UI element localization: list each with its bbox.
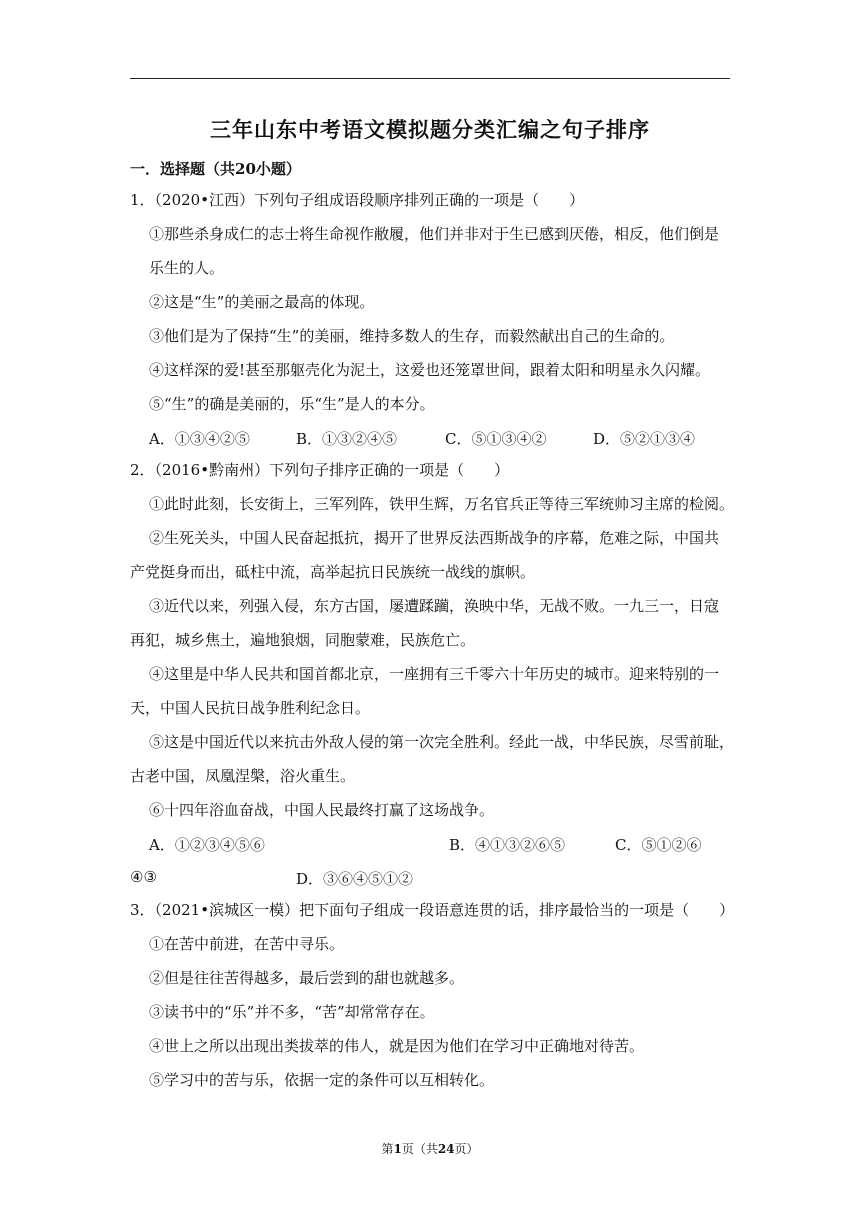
page-number: 1	[393, 1142, 402, 1156]
sentence-line: ②但是往往苦得越多，最后尝到的甜也就越多。	[149, 969, 465, 987]
option-c: C．⑤①②⑥	[615, 836, 702, 854]
document-title: 三年山东中考语文模拟题分类汇编之句子排序	[210, 117, 650, 142]
question-stem: 2．（2016•黔南州）下列句子排序正确的一项是（ ）	[130, 461, 510, 479]
option-d: D．③⑥④⑤①②	[296, 870, 414, 888]
sentence-line: ⑤这是中国近代以来抗击外敌人侵的第一次完全胜利。经此一战，中华民族，尽雪前耻，	[149, 733, 735, 751]
sentence-line: ④这里是中华人民共和国首都北京，一座拥有三千零六十年历史的城市。迎来特别的一	[149, 665, 720, 683]
sentence-line: ④这样深的爱!甚至那躯壳化为泥土，这爱也还笼罩世间，跟着太阳和明星永久闪耀。	[149, 361, 711, 379]
option-c-continued: ④③	[130, 868, 157, 886]
sentence-line: ③近代以来，列强入侵，东方古国，屡遭蹂躏，涣映中华，无战不败。一九三一，日寇	[149, 597, 720, 615]
sentence-line: 产党挺身而出，砥柱中流，高举起抗日民族统一战线的旗帜。	[130, 563, 536, 581]
sentence-line: ⑥十四年浴血奋战，中国人民最终打赢了这场战争。	[149, 801, 495, 819]
section-heading: 一．选择题（共20小题）	[130, 160, 301, 178]
sentence-line: 再犯，城乡焦土，遍地狼烟，同胞蒙难，民族危亡。	[130, 631, 476, 649]
sentence-line: ①在苦中前进，在苦中寻乐。	[149, 935, 345, 953]
sentence-line: ⑤学习中的苦与乐，依据一定的条件可以互相转化。	[149, 1071, 495, 1089]
question-stem: 3．（2021•滨城区一模）把下面句子组成一段语意连贯的话，排序最恰当的一项是（ ）	[130, 901, 735, 919]
footer-mid: 页（共	[401, 1142, 438, 1156]
sentence-line: ①那些杀身成仁的志士将生命视作敝履，他们并非对于生已感到厌倦，相反，他们倒是	[149, 225, 720, 243]
footer-prefix: 第	[381, 1142, 394, 1156]
sentence-line: 乐生的人。	[149, 259, 225, 277]
sentence-line: ①此时此刻，长安街上，三军列阵，铁甲生辉，万名官兵正等待三军统帅习主席的检阅。	[149, 495, 735, 513]
header-rule	[130, 78, 730, 79]
sentence-line: 天，中国人民抗日战争胜利纪念日。	[130, 699, 371, 717]
footer-suffix: 页）	[454, 1142, 479, 1156]
sentence-line: 古老中国，凤凰涅槃，浴火重生。	[130, 767, 356, 785]
sentence-line: ④世上之所以出现出类拔萃的伟人，就是因为他们在学习中正确地对待苦。	[149, 1037, 645, 1055]
page-footer	[0, 1140, 860, 1157]
sentence-line: ③他们是为了保持“生”的美丽，维持多数人的生存，而毅然献出自己的生命的。	[149, 327, 675, 345]
page-total: 24	[437, 1142, 455, 1156]
option-c: C．⑤①③④②	[445, 430, 547, 448]
sentence-line: ②这是“生”的美丽之最高的体现。	[149, 293, 375, 311]
option-b: B．④①③②⑥⑤	[449, 836, 566, 854]
sentence-line: ②生死关头，中国人民奋起抵抗，揭开了世界反法西斯战争的序幕，危难之际，中国共	[149, 529, 720, 547]
sentence-line: ③读书中的“乐”并不多，“苦”却常常存在。	[149, 1003, 435, 1021]
option-a: A．①③④②⑤	[149, 430, 250, 448]
option-d: D．⑤②①③④	[593, 430, 696, 448]
question-stem: 1．（2020•江西）下列句子组成语段顺序排列正确的一项是（ ）	[130, 191, 585, 209]
option-a: A．①②③④⑤⑥	[149, 836, 265, 854]
option-b: B．①③②④⑤	[296, 430, 398, 448]
sentence-line: ⑤“生”的确是美丽的，乐“生”是人的本分。	[149, 395, 435, 413]
